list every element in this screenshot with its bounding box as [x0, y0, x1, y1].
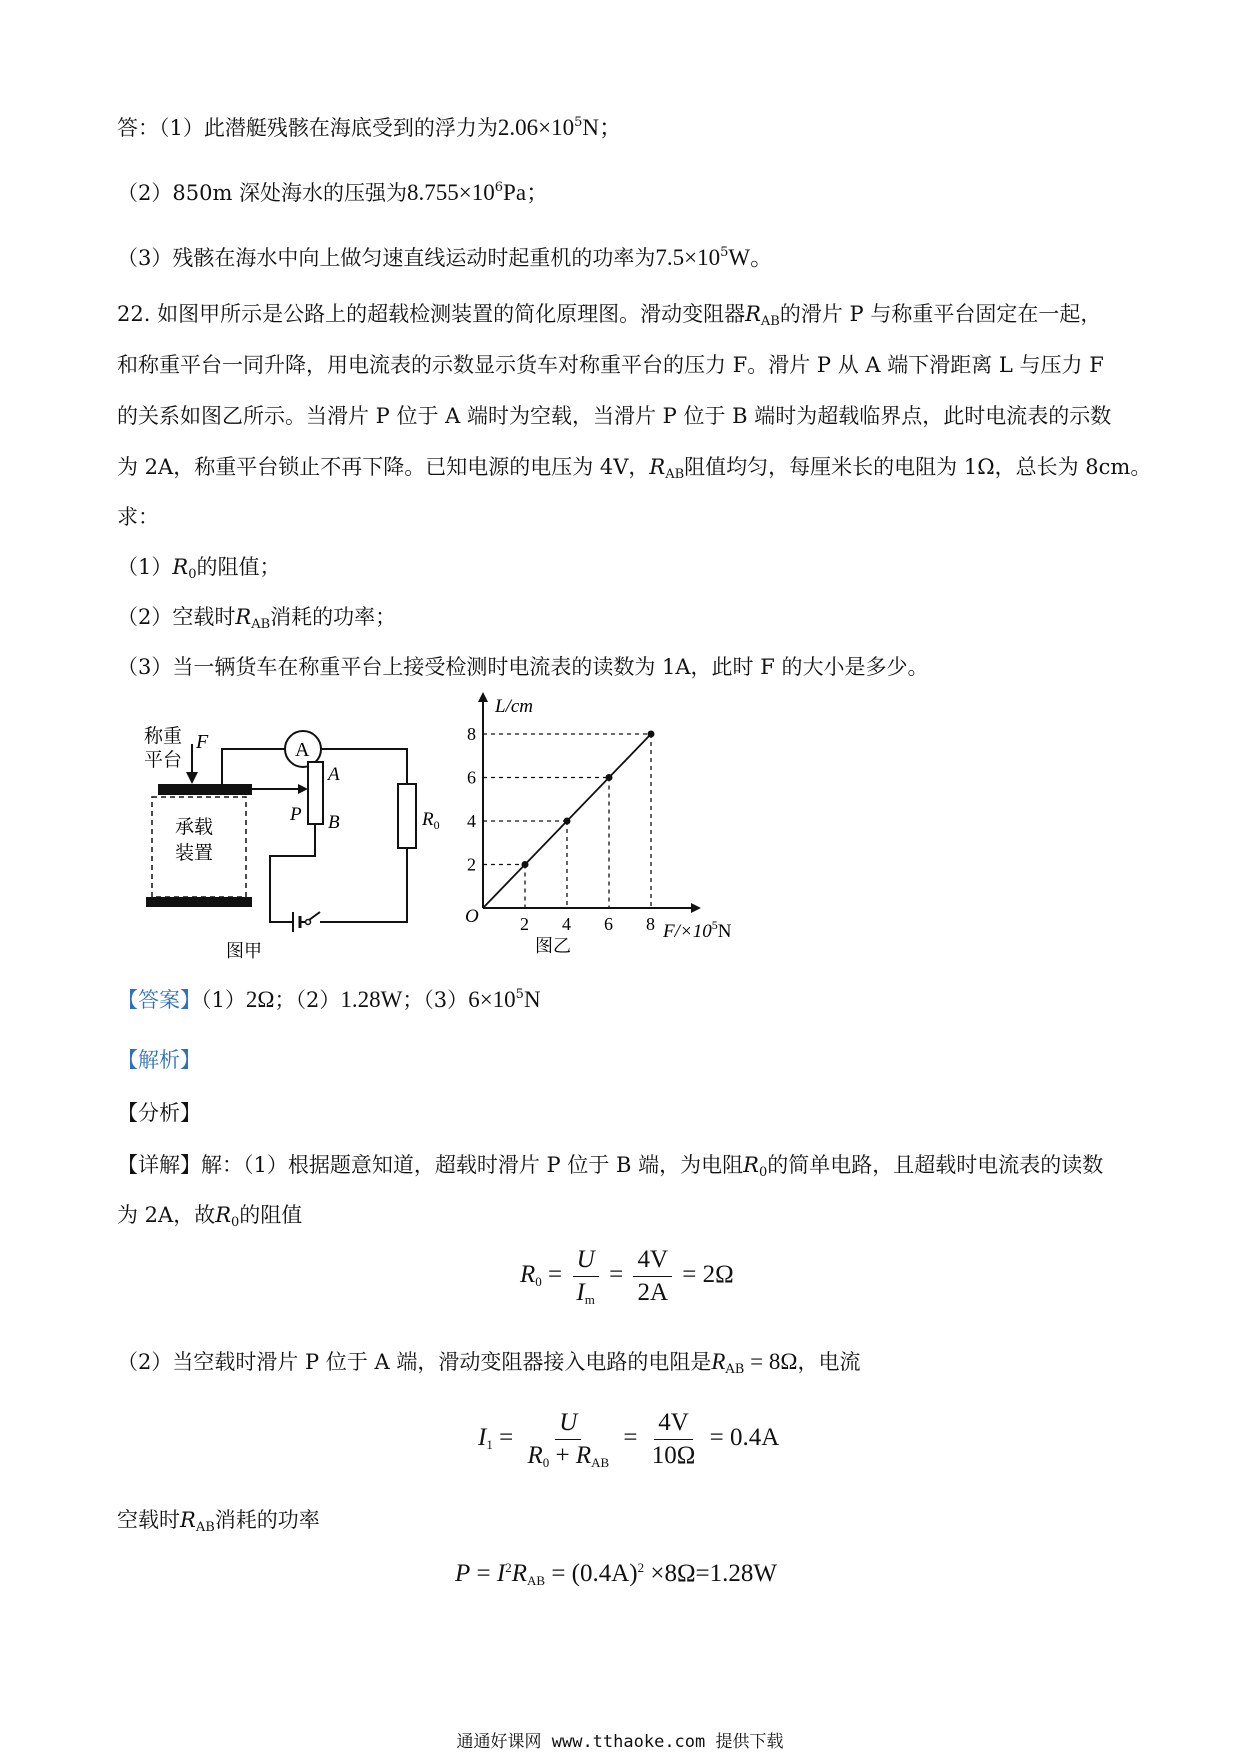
y-tick-label: 2: [467, 854, 476, 875]
x-tick-label: 4: [562, 914, 571, 934]
y-axis-label: L/cm: [495, 696, 533, 717]
fraction: $\frac{U}{R_0 + R_{AB}}$: [527, 1409, 610, 1470]
label-a: A: [328, 764, 340, 785]
data-point: [522, 861, 529, 868]
prev-answer-3: （3）残骸在海水中向上做匀速直线运动时起重机的功率为$7.5\times 10^5W$。: [117, 245, 774, 270]
data-point: [606, 774, 613, 781]
x-axis-arrow: [691, 903, 701, 913]
sub-question-3: （3）当一辆货车在称重平台上接受检测时电流表的读数为 1A，此时 F 的大小是多少。: [117, 655, 929, 679]
label-p: P: [290, 804, 302, 825]
detail-line-1: 【详解】解：（1）根据题意知道，超载时滑片 P 位于 B 端，为电阻$R_0$的简单电路，且超载时电流表的读数: [117, 1153, 1104, 1180]
formula-r0: $R_0$ = $\frac{U}{I_m}$ = $\frac{4V}{2A}$ = 2Ω: [520, 1246, 734, 1307]
device-label-1: 承载: [175, 817, 214, 838]
fenxi-tag: 【分析】: [117, 1101, 201, 1125]
fraction: $\frac{4V}{2A}$: [633, 1247, 672, 1306]
answer-line: 【答案】（1）2Ω；（2）1.28W；$(3)6\times 10^5N$: [117, 987, 541, 1012]
x-tick-label: 8: [646, 914, 655, 934]
force-label: F: [196, 731, 209, 753]
y-axis-arrow: [478, 692, 488, 702]
answer-value: 2.06×10: [497, 115, 575, 140]
detail-tag: 【详解】: [117, 1153, 201, 1177]
footer: 通通好课网 www.tthaoke.com 提供下载: [456, 1732, 784, 1752]
answer-3: 6×10: [468, 987, 516, 1012]
y-tick-label: 6: [467, 767, 476, 788]
answer-1: 2Ω: [245, 987, 275, 1012]
prev-answer-2: （2）850m 深处海水的压强为$8.755\times 10^6Pa$；: [117, 180, 550, 205]
x-axis-label: $F/\times 10^5N$: [663, 918, 732, 942]
platform-label-1: 称重: [144, 726, 183, 747]
answer-value: 8.755×10: [407, 180, 495, 205]
figure-jia-caption: 图甲: [226, 941, 262, 961]
y-tick-label: 8: [467, 724, 476, 744]
resistor-r0: [398, 784, 416, 848]
detail-line-3: （2）当空载时滑片 P 位于 A 端，滑动变阻器接入电路的电阻是$R_{AB} = 8\Omega$，电流: [117, 1349, 861, 1377]
left-wire: [270, 824, 315, 922]
answer-value: 7.5×10: [655, 245, 721, 270]
slider-arrowhead: [298, 784, 308, 794]
figure-yi-caption: 图乙: [535, 936, 571, 956]
weighing-platform: [158, 784, 252, 795]
data-point: [564, 818, 571, 825]
detail-line-4: 空载时$R_{AB}$消耗的功率: [117, 1508, 320, 1535]
question-line-3: 的关系如图乙所示。当滑片 P 位于 A 端时为空载，当滑片 P 位于 B 端时为超载临界点，此时电流表的示数: [117, 404, 1112, 428]
fraction: $\frac{4V}{10\Omega}$: [651, 1409, 696, 1469]
top-wire-left: [222, 749, 285, 789]
right-wire: [320, 848, 407, 922]
resistor-label: $R_0$: [422, 809, 440, 832]
force-arrowhead: [186, 772, 198, 784]
figure-jia-circuit: [130, 700, 460, 965]
ammeter-label: A: [295, 739, 310, 761]
question-line-4: 为 2A，称重平台锁止不再下降。已知电源的电压为 4V，$R_{AB}$阻值均匀，每厘米长的电阻为 1Ω，总长为 8cm。: [117, 455, 1152, 482]
answer-tag: 【答案】: [117, 988, 201, 1012]
figure-yi-chart: [455, 690, 775, 960]
device-label-2: 装置: [175, 843, 214, 864]
question-line-1: 22. 如图甲所示是公路上的超载检测装置的简化原理图。滑动变阻器$R_{AB}$的滑片 P 与称重平台固定在一起，: [117, 302, 1102, 329]
x-tick-label: 2: [520, 914, 529, 934]
formula-power: $P = I^2R_{AB} = (0.4A)^2 \times 8\Omega=1.28W$: [455, 1560, 777, 1588]
switch-blade: [309, 912, 320, 920]
platform-label-2: 平台: [144, 750, 183, 771]
y-tick-label: 4: [467, 811, 476, 831]
analysis-tag: 【解析】: [117, 1048, 201, 1072]
answer-2: 1.28W: [340, 987, 403, 1012]
fraction: $\frac{U}{I_m}$: [572, 1247, 598, 1306]
prev-answer-1: 答：（1）此潜艇残骸在海底受到的浮力为$2.06\times 10^5N$；: [117, 115, 622, 140]
sub-question-1: $(1)R_0$的阻值；: [117, 555, 281, 582]
detail-line-2: 为 2A，故$R_0$的阻值: [117, 1203, 303, 1230]
question-line-2: 和称重平台一同升降，用电流表的示数显示货车对称重平台的压力 F。滑片 P 从 A 端下滑距离 L 与压力 F: [117, 353, 1104, 377]
data-point: [648, 731, 655, 738]
sub-question-2: （2）空载时$R_{AB}$消耗的功率；: [117, 605, 397, 632]
label-b: B: [328, 812, 340, 833]
ground-base: [146, 897, 252, 907]
x-tick-label: 6: [604, 914, 613, 934]
formula-current: $I_1$ = $\frac{U}{R_0 + R_{AB}}$ = $\frac{4V}{10\Omega}$ = 0.4A: [478, 1409, 780, 1470]
origin-label: O: [465, 906, 479, 927]
question-line-5: 求：: [117, 505, 159, 529]
rheostat-rab: [308, 762, 323, 824]
